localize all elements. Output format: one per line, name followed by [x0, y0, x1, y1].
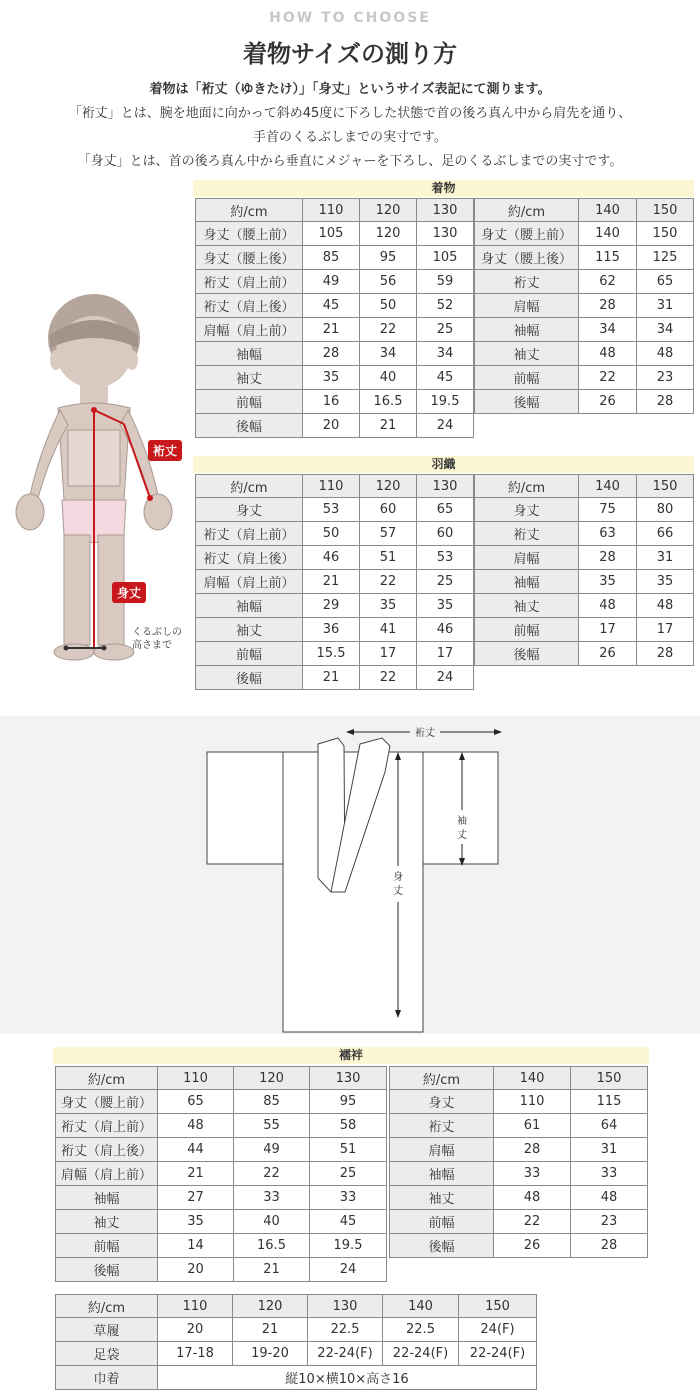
table-row	[195, 342, 474, 366]
table-row	[389, 1138, 648, 1162]
table-cell: 49	[303, 270, 360, 294]
row-label: 身丈（腰上前）	[195, 222, 303, 246]
row-label: 袖丈	[389, 1186, 494, 1210]
row-label: 前幅	[389, 1210, 494, 1234]
intro-line: 「裄丈」とは、腕を地面に向かって斜め45度に下ろした状態で首の後ろ真ん中から肩先を通り、	[68, 106, 632, 121]
table-cell: 53	[303, 498, 360, 522]
table-cell: 120	[360, 222, 417, 246]
row-label: 裄丈	[389, 1114, 494, 1138]
table-cell: 55	[234, 1114, 310, 1138]
table-cell: 130	[417, 222, 474, 246]
table-cell: 28	[579, 546, 637, 570]
table-cell: 48	[637, 342, 694, 366]
column-header: 130	[417, 474, 474, 498]
table-cell: 115	[571, 1090, 648, 1114]
column-header: 約/cm	[55, 1066, 158, 1090]
table-cell: 24(F)	[459, 1318, 537, 1342]
table-cell: 24	[417, 666, 474, 690]
kimono-title-band: 着物	[193, 180, 694, 197]
table-row	[474, 390, 694, 414]
table-row	[55, 1366, 537, 1390]
column-header: 120	[233, 1294, 308, 1318]
table-cell: 48	[494, 1186, 571, 1210]
table-cell: 45	[417, 366, 474, 390]
table-cell: 35	[417, 594, 474, 618]
table-row	[474, 642, 694, 666]
table-cell: 48	[579, 342, 637, 366]
column-header: 150	[637, 198, 694, 222]
table-cell: 48	[571, 1186, 648, 1210]
table-row	[55, 1186, 387, 1210]
table-cell: 22	[579, 366, 637, 390]
row-label: 袖幅	[195, 342, 303, 366]
row-label: 身丈（腰上前）	[474, 222, 579, 246]
row-label: 後幅	[195, 666, 303, 690]
table-cell: 35	[158, 1210, 234, 1234]
table-cell: 56	[360, 270, 417, 294]
table-cell: 65	[637, 270, 694, 294]
row-label: 後幅	[195, 414, 303, 438]
table-cell: 25	[310, 1162, 387, 1186]
table-row	[389, 1210, 648, 1234]
table-cell: 21	[303, 666, 360, 690]
row-label: 袖丈	[55, 1210, 158, 1234]
diagram-sode-label: 丈	[457, 830, 467, 841]
table-cell: 19.5	[417, 390, 474, 414]
table-cell: 20	[158, 1258, 234, 1282]
row-label: 肩幅	[474, 294, 579, 318]
row-label: 裄丈（肩上前）	[195, 270, 303, 294]
row-label: 前幅	[195, 390, 303, 414]
table-row	[474, 498, 694, 522]
column-header: 140	[383, 1294, 459, 1318]
column-header: 約/cm	[195, 198, 303, 222]
column-header: 約/cm	[389, 1066, 494, 1090]
table-cell: 41	[360, 618, 417, 642]
table-row	[474, 546, 694, 570]
table-cell: 46	[417, 618, 474, 642]
table-cell: 110	[494, 1090, 571, 1114]
table-row	[474, 246, 694, 270]
column-header: 130	[310, 1066, 387, 1090]
table-cell: 28	[579, 294, 637, 318]
table-cell: 31	[637, 294, 694, 318]
table-cell: 35	[360, 594, 417, 618]
row-label: 巾着	[55, 1366, 158, 1390]
table-row	[195, 222, 474, 246]
table-cell: 17	[417, 642, 474, 666]
table-cell: 21	[158, 1162, 234, 1186]
table-cell: 19.5	[310, 1234, 387, 1258]
table-cell: 62	[579, 270, 637, 294]
table-cell: 58	[310, 1114, 387, 1138]
page-title: 着物サイズの測り方	[242, 40, 458, 68]
table-cell: 26	[579, 390, 637, 414]
row-label: 前幅	[55, 1234, 158, 1258]
table-cell: 33	[494, 1162, 571, 1186]
table-cell: 16.5	[234, 1234, 310, 1258]
column-header: 140	[579, 474, 637, 498]
table-cell: 35	[579, 570, 637, 594]
table-cell: 21	[360, 414, 417, 438]
row-label: 裄丈（肩上後）	[195, 546, 303, 570]
row-label: 肩幅	[389, 1138, 494, 1162]
table-cell: 31	[571, 1138, 648, 1162]
row-label: 肩幅（肩上前）	[55, 1162, 158, 1186]
table-row	[195, 642, 474, 666]
column-header: 約/cm	[474, 474, 579, 498]
table-header-row	[474, 198, 694, 222]
juban-table-left	[55, 1066, 387, 1282]
table-cell: 25	[417, 570, 474, 594]
juban-title-band: 襦袢	[53, 1047, 649, 1064]
table-row	[195, 522, 474, 546]
row-label: 袖幅	[389, 1162, 494, 1186]
row-label: 身丈	[474, 498, 579, 522]
row-label: 身丈（腰上後）	[195, 246, 303, 270]
row-label: 肩幅	[474, 546, 579, 570]
table-row	[474, 618, 694, 642]
table-header-row	[55, 1066, 387, 1090]
table-cell: 21	[303, 570, 360, 594]
table-row	[195, 666, 474, 690]
table-cell: 28	[637, 390, 694, 414]
table-row	[195, 246, 474, 270]
ankle-note	[132, 626, 182, 652]
table-row	[389, 1186, 648, 1210]
row-label: 裄丈（肩上後）	[195, 294, 303, 318]
column-header: 120	[234, 1066, 310, 1090]
row-label: 草履	[55, 1318, 158, 1342]
eyebrow-text: HOW TO CHOOSE	[269, 10, 431, 26]
mitake-label: 身丈	[112, 582, 146, 603]
table-cell: 36	[303, 618, 360, 642]
table-cell: 14	[158, 1234, 234, 1258]
intro-line: 着物は「裄丈（ゆきたけ）」「身丈」というサイズ表記にて測ります。	[149, 82, 551, 97]
column-header: 150	[571, 1066, 648, 1090]
row-label: 身丈（腰上後）	[474, 246, 579, 270]
table-cell: 80	[637, 498, 694, 522]
table-cell: 34	[579, 318, 637, 342]
table-cell: 51	[360, 546, 417, 570]
row-label: 後幅	[474, 642, 579, 666]
row-label: 前幅	[474, 618, 579, 642]
row-label: 裄丈	[474, 522, 579, 546]
table-cell: 65	[158, 1090, 234, 1114]
child-figure	[0, 290, 200, 690]
table-cell: 15.5	[303, 642, 360, 666]
yuki-label: 裄丈	[148, 440, 182, 461]
table-cell: 17	[360, 642, 417, 666]
column-header: 110	[303, 474, 360, 498]
diagram-mitake-label: 丈	[393, 886, 403, 897]
table-cell: 28	[303, 342, 360, 366]
table-cell: 22	[234, 1162, 310, 1186]
table-cell: 75	[579, 498, 637, 522]
kimono-outline	[0, 716, 700, 1034]
table-header-row	[195, 474, 474, 498]
row-label: 身丈（腰上前）	[55, 1090, 158, 1114]
column-header: 140	[494, 1066, 571, 1090]
table-cell: 20	[303, 414, 360, 438]
table-cell: 85	[303, 246, 360, 270]
table-row	[195, 414, 474, 438]
table-cell: 49	[234, 1138, 310, 1162]
table-cell: 28	[494, 1138, 571, 1162]
table-row	[55, 1138, 387, 1162]
row-label: 後幅	[474, 390, 579, 414]
table-cell: 22	[360, 666, 417, 690]
table-cell: 31	[637, 546, 694, 570]
table-cell: 22-24(F)	[308, 1342, 383, 1366]
table-cell: 65	[417, 498, 474, 522]
column-header: 110	[303, 198, 360, 222]
table-cell: 150	[637, 222, 694, 246]
column-header: 130	[308, 1294, 383, 1318]
table-cell: 22	[360, 570, 417, 594]
row-label: 袖丈	[474, 594, 579, 618]
diagram-yuki-label: 裄丈	[415, 728, 435, 739]
table-cell: 33	[571, 1162, 648, 1186]
table-cell: 60	[360, 498, 417, 522]
row-label: 袖丈	[474, 342, 579, 366]
table-cell: 22	[360, 318, 417, 342]
table-row	[55, 1342, 537, 1366]
table-cell: 50	[360, 294, 417, 318]
table-cell: 50	[303, 522, 360, 546]
table-row	[55, 1258, 387, 1282]
table-cell: 51	[310, 1138, 387, 1162]
table-cell: 35	[303, 366, 360, 390]
haori-title-band: 羽織	[193, 456, 694, 473]
table-cell: 48	[158, 1114, 234, 1138]
table-cell: 48	[579, 594, 637, 618]
accessories-table	[55, 1294, 537, 1390]
table-row	[474, 342, 694, 366]
table-cell: 23	[571, 1210, 648, 1234]
table-header-row	[389, 1066, 648, 1090]
table-cell: 22.5	[383, 1318, 459, 1342]
table-cell: 64	[571, 1114, 648, 1138]
column-header: 120	[360, 474, 417, 498]
ankle-note-line: 高さまで	[132, 640, 172, 651]
table-header-row	[195, 198, 474, 222]
table-cell: 46	[303, 546, 360, 570]
table-row	[55, 1090, 387, 1114]
table-row	[389, 1114, 648, 1138]
table-cell: 35	[637, 570, 694, 594]
table-row	[474, 270, 694, 294]
intro-text	[0, 78, 700, 174]
row-label: 身丈	[195, 498, 303, 522]
table-row	[195, 594, 474, 618]
row-label: 袖幅	[474, 318, 579, 342]
table-cell: 26	[579, 642, 637, 666]
table-row	[55, 1114, 387, 1138]
row-label: 前幅	[195, 642, 303, 666]
table-row	[195, 366, 474, 390]
table-cell: 53	[417, 546, 474, 570]
table-cell: 40	[360, 366, 417, 390]
table-cell: 115	[579, 246, 637, 270]
table-cell: 22-24(F)	[459, 1342, 537, 1366]
table-cell: 33	[310, 1186, 387, 1210]
juban-table-right	[389, 1066, 648, 1258]
table-cell: 27	[158, 1186, 234, 1210]
table-cell: 24	[310, 1258, 387, 1282]
table-row	[195, 390, 474, 414]
column-header: 140	[579, 198, 637, 222]
haori-table-left	[195, 474, 474, 690]
row-label: 身丈	[389, 1090, 494, 1114]
table-cell: 22.5	[308, 1318, 383, 1342]
table-cell: 17	[637, 618, 694, 642]
table-row	[474, 222, 694, 246]
table-row	[195, 318, 474, 342]
table-row	[195, 618, 474, 642]
table-cell: 57	[360, 522, 417, 546]
row-label: 袖丈	[195, 618, 303, 642]
row-label: 裄丈（肩上前）	[55, 1114, 158, 1138]
table-cell: 20	[158, 1318, 233, 1342]
ankle-note-line: くるぶしの	[132, 627, 182, 638]
table-cell: 17-18	[158, 1342, 233, 1366]
kimono-table-right	[474, 198, 694, 414]
diagram-sode-label: 袖	[457, 816, 467, 827]
row-label: 肩幅（肩上前）	[195, 570, 303, 594]
intro-line: 「身丈」とは、首の後ろ真ん中から垂直にメジャーを下ろし、足のくるぶしまでの実寸です。	[77, 154, 623, 169]
table-cell: 25	[417, 318, 474, 342]
table-cell: 16.5	[360, 390, 417, 414]
row-label: 袖丈	[195, 366, 303, 390]
table-cell: 28	[571, 1234, 648, 1258]
table-row	[55, 1234, 387, 1258]
table-row	[474, 318, 694, 342]
table-header-row	[55, 1294, 537, 1318]
diagram-mitake-label: 身	[393, 872, 403, 883]
table-cell: 59	[417, 270, 474, 294]
table-cell: 105	[417, 246, 474, 270]
table-cell: 23	[637, 366, 694, 390]
table-row	[474, 294, 694, 318]
table-row	[474, 570, 694, 594]
table-row	[474, 366, 694, 390]
table-row	[195, 270, 474, 294]
kinchaku-size: 縦10×横10×高さ16	[158, 1366, 537, 1390]
row-label: 袖幅	[195, 594, 303, 618]
table-cell: 26	[494, 1234, 571, 1258]
column-header: 約/cm	[474, 198, 579, 222]
table-cell: 95	[310, 1090, 387, 1114]
table-cell: 17	[579, 618, 637, 642]
table-row	[195, 294, 474, 318]
table-cell: 45	[310, 1210, 387, 1234]
row-label: 裄丈	[474, 270, 579, 294]
table-row	[195, 498, 474, 522]
table-cell: 34	[360, 342, 417, 366]
row-label: 裄丈（肩上後）	[55, 1138, 158, 1162]
row-label: 裄丈（肩上前）	[195, 522, 303, 546]
table-cell: 45	[303, 294, 360, 318]
row-label: 袖幅	[55, 1186, 158, 1210]
table-cell: 21	[234, 1258, 310, 1282]
table-cell: 34	[637, 318, 694, 342]
row-label: 肩幅（肩上前）	[195, 318, 303, 342]
table-cell: 48	[637, 594, 694, 618]
column-header: 110	[158, 1294, 233, 1318]
table-cell: 28	[637, 642, 694, 666]
table-cell: 52	[417, 294, 474, 318]
table-row	[474, 522, 694, 546]
row-label: 袖幅	[474, 570, 579, 594]
haori-table-right	[474, 474, 694, 666]
kimono-table-left	[195, 198, 474, 438]
column-header: 130	[417, 198, 474, 222]
column-header: 150	[637, 474, 694, 498]
table-row	[55, 1318, 537, 1342]
table-row	[389, 1234, 648, 1258]
table-cell: 21	[233, 1318, 308, 1342]
table-row	[389, 1090, 648, 1114]
row-label: 前幅	[474, 366, 579, 390]
table-cell: 140	[579, 222, 637, 246]
table-cell: 44	[158, 1138, 234, 1162]
table-cell: 22	[494, 1210, 571, 1234]
table-row	[389, 1162, 648, 1186]
table-row	[195, 570, 474, 594]
table-cell: 66	[637, 522, 694, 546]
row-label: 後幅	[55, 1258, 158, 1282]
table-cell: 61	[494, 1114, 571, 1138]
table-cell: 19-20	[233, 1342, 308, 1366]
column-header: 約/cm	[55, 1294, 158, 1318]
table-cell: 29	[303, 594, 360, 618]
table-cell: 85	[234, 1090, 310, 1114]
table-row	[195, 546, 474, 570]
table-cell: 21	[303, 318, 360, 342]
table-row	[55, 1210, 387, 1234]
table-cell: 95	[360, 246, 417, 270]
row-label: 後幅	[389, 1234, 494, 1258]
column-header: 約/cm	[195, 474, 303, 498]
table-cell: 125	[637, 246, 694, 270]
table-cell: 105	[303, 222, 360, 246]
column-header: 110	[158, 1066, 234, 1090]
column-header: 120	[360, 198, 417, 222]
table-header-row	[474, 474, 694, 498]
table-cell: 63	[579, 522, 637, 546]
table-cell: 60	[417, 522, 474, 546]
table-cell: 22-24(F)	[383, 1342, 459, 1366]
kimono-diagram	[0, 716, 700, 1034]
table-row	[55, 1162, 387, 1186]
table-cell: 33	[234, 1186, 310, 1210]
intro-line: 手首のくるぶしまでの実寸です。	[253, 130, 447, 145]
table-cell: 40	[234, 1210, 310, 1234]
table-cell: 34	[417, 342, 474, 366]
column-header: 150	[459, 1294, 537, 1318]
table-cell: 24	[417, 414, 474, 438]
table-row	[474, 594, 694, 618]
row-label: 足袋	[55, 1342, 158, 1366]
table-cell: 16	[303, 390, 360, 414]
